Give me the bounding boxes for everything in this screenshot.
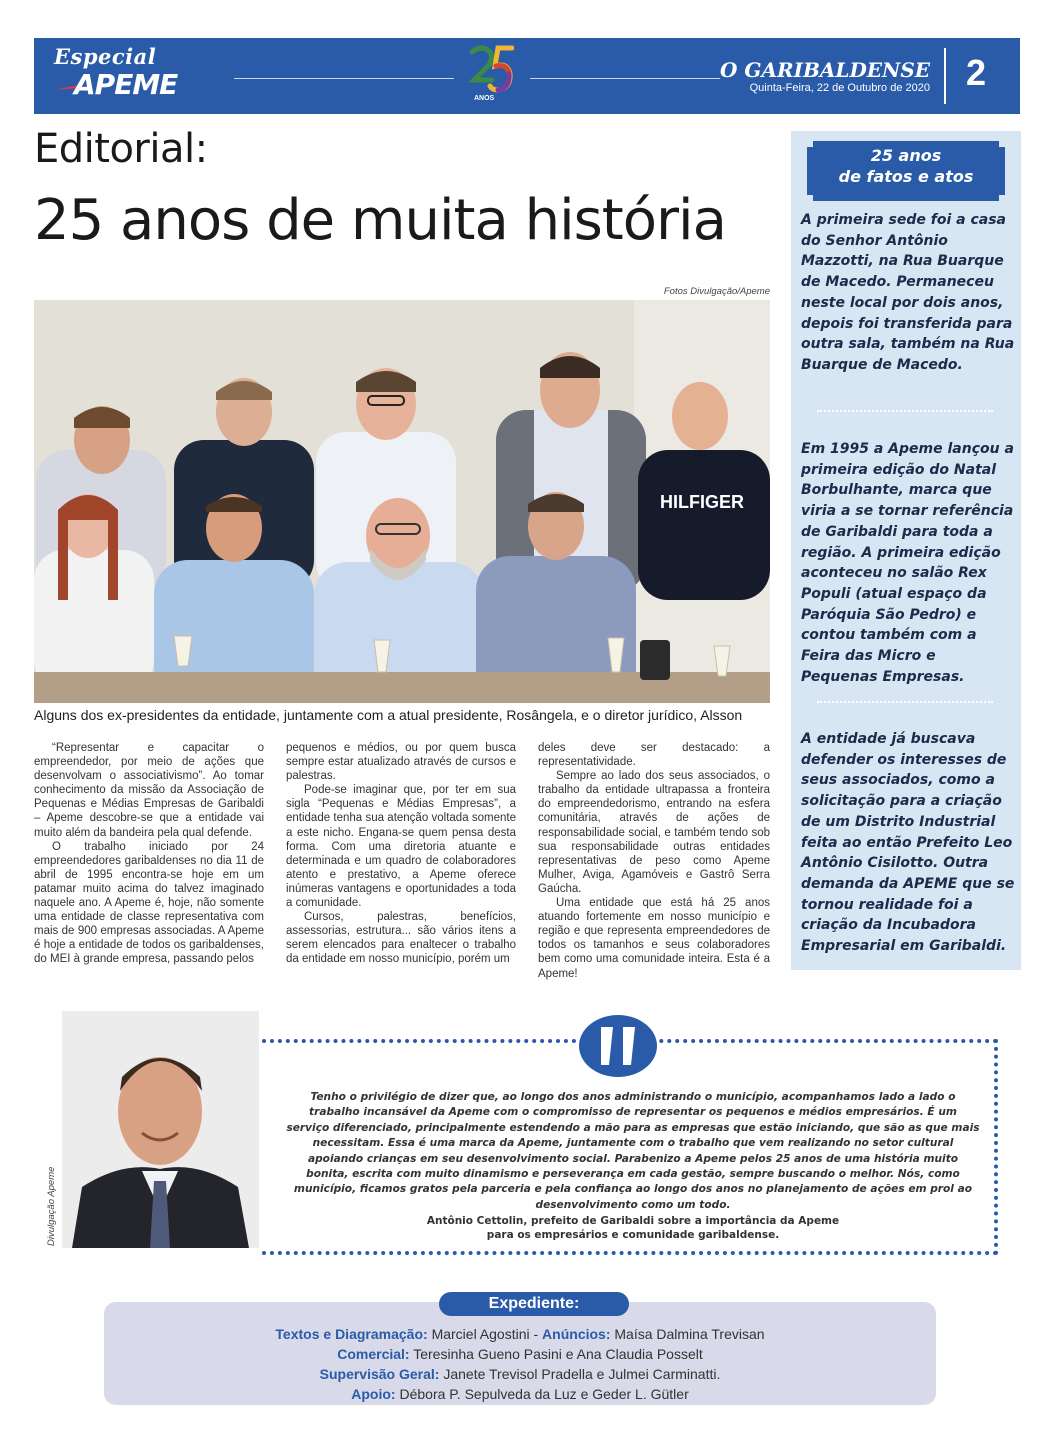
expediente-title: Expediente: (439, 1292, 629, 1316)
credit-line (104, 1384, 936, 1404)
paragraph: deles deve ser destacado: a representatividade. (538, 742, 770, 769)
article-headline: 25 anos de muita história (34, 188, 726, 253)
credit-label: Comercial: (337, 1346, 410, 1362)
sidebar-title-line1: 25 anos (870, 146, 942, 165)
paragraph: Pode-se imaginar que, por ter em sua sigla “Pequenas e Médias Empresas”, a entidade tenha sua atenção voltada somente a este nicho. Engana-se quem pensa desta forma. Com uma diretoria atuante e determinada e um quadro de colaboradores atento e prestativo, a Apeme oferece inúmeras vantagens e oportunidades a toda a comunidade. (286, 784, 516, 910)
page-header (34, 38, 1020, 114)
expediente-credits (104, 1324, 936, 1404)
article-kicker: Editorial: (34, 126, 208, 172)
credit-label: Supervisão Geral: (319, 1366, 440, 1382)
credit-value: Teresinha Gueno Pasini e Ana Claudia Posselt (413, 1346, 703, 1362)
header-divider (944, 48, 946, 104)
sidebar-fact: Em 1995 a Apeme lançou a primeira edição do Natal Borbulhante, marca que viria a se tornar referência de Garibaldi para toda a região. A primeira edição aconteceu no salão Rex Populi (atual espaço da Paróquia São Pedro) e contou também com a Feira das Micro e Pequenas Empresas. (801, 441, 1014, 685)
group-photo (34, 300, 770, 703)
logo-caption: ANOS (474, 95, 495, 102)
paragraph: pequenos e médios, ou por quem busca sempre estar atualizado através de cursos e palestras. (286, 742, 516, 783)
quote-attribution-line1: Antônio Cettolin, prefeito de Garibaldi sobre a importância da Apeme (426, 1215, 840, 1227)
credit-label: Textos e Diagramação: (275, 1326, 428, 1342)
sidebar-fact: A entidade já buscava defender os interesses de seus associados, como a solicitação para a criação de um Distrito Industrial feita ao então Prefeito Leo Antônio Cisilotto. Outra demanda da APEME que se tornou realidade foi a criação da Incubadora Empresarial em Garibaldi. (801, 731, 1015, 955)
paragraph: “Representar e capacitar o empreendedor, por meio de ações que desenvolvam o associativismo”. Ao tomar conhecimento da missão da Associação de Pequenas e Médias Empresas de Garibaldi – Apeme descobre-se que a entidade vai muito além da bandeira pela qual defende. (34, 742, 264, 839)
credit-line (104, 1344, 936, 1364)
photo-caption: Alguns dos ex-presidentes da entidade, juntamente com a atual presidente, Rosângela, e o diretor jurídico, Alsson (34, 707, 743, 723)
sidebar-title-line2: de fatos e atos (838, 167, 974, 186)
credit-value: Marciel Agostini - (431, 1326, 543, 1342)
mayor-portrait (62, 1011, 259, 1248)
header-rule-left (234, 78, 454, 79)
paragraph: Sempre ao lado dos seus associados, o trabalho da entidade ultrapassa a fronteira do empreendedorismo, entrando na esfera comunitária, através de ações de responsabilidade social, e também tendo sob sua responsabilidade outras entidades representativas de peso como Apeme Mulher, Aviga, Agamóveis e Gastrô Serra Gaúcha. (538, 770, 770, 895)
issue-date: Quinta-Feira, 22 de Outubro de 2020 (749, 82, 930, 94)
quote-attribution-line2: para os empresários e comunidade garibaldense. (486, 1229, 780, 1241)
pitcher (640, 640, 670, 680)
credit-value: Janete Trevisol Pradella e Julmei Carminatti. (443, 1366, 721, 1382)
sidebar-divider (817, 701, 993, 703)
paragraph: Uma entidade que está há 25 anos atuando fortemente em nosso município e região e que representa empreendedores de todos os tamanhos e seus colaboradores bem como uma comunidade inteira. Esta é a Apeme! (538, 897, 770, 980)
header-rule-right (530, 78, 720, 79)
sidebar-divider (817, 410, 993, 412)
paragraph: O trabalho iniciado por 24 empreendedores garibaldenses no dia 11 de abril de 1995 encontra-se hoje em um patamar muito acima do talvez imaginado naquele ano. A Apeme é, hoje, não somente uma entidade de classe representativa com mais de 900 empresas associadas. A Apeme é hoje a entidade de todos os garibaldenses, do MEI à grande empresa, passando pelos (34, 840, 264, 966)
mayor-quote: Tenho o privilégio de dizer que, ao longo dos anos administrando o município, acompanhamos lado a lado o trabalho incansável da Apeme com o compromisso de representar os pequenos e médios empresários. É um serviço diferenciado, principalmente estendendo a mão para as empresas que estão iniciando, que são as que mais necessitam. Essa é uma marca da Apeme, juntamente com o trabalho que vem realizando no setor cultural apoiando crianças em seu desenvolvimento social. Parabenizo a Apeme pelos 25 anos de uma história muito bonita, escrita com muito dinamismo e perseverança em cada gestão, sempre buscando o melhor. Nós, como município, ficamos gratos pela parceria e pela confiança ao longo dos anos no planejamento de ações em prol ao desenvolvimento como um todo. (286, 1091, 980, 1211)
sidebar-title (807, 145, 1005, 187)
facts-sidebar (791, 131, 1021, 970)
sidebar-fact: A primeira sede foi a casa do Senhor Antônio Mazzotti, na Rua Buarque de Macedo. Permaneceu neste local por dois anos, depois foi transferida para outra sala, também na Rua Buarque de Macedo. (801, 212, 1015, 373)
apeme-wordmark: APEME (74, 68, 178, 101)
credit-line (104, 1364, 936, 1384)
anniversary-25-logo (468, 44, 514, 106)
article-column-1 (34, 741, 264, 967)
paragraph: Cursos, palestras, benefícios, assessorias, estrutura... são vários itens a serem elencados para enaltecer o trabalho da entidade em nosso município, porém um (286, 911, 516, 966)
article-column-2 (286, 741, 516, 967)
credit-value: Débora P. Sepulveda da Luz e Geder L. Gütler (399, 1386, 689, 1402)
credit-label: Apoio: (351, 1386, 396, 1402)
group-photo-illustration (34, 300, 770, 703)
quote-attribution (286, 1214, 980, 1242)
photo-credit: Fotos Divulgação/Apeme (663, 286, 770, 297)
newspaper-name: O GARIBALDENSE (720, 58, 930, 82)
credit-line (104, 1324, 936, 1344)
shirt-print: HILFIGER (660, 492, 744, 512)
quotation-mark-icon (579, 1015, 657, 1077)
portrait-credit: Divulgação Apeme (46, 1166, 57, 1246)
mayor-portrait-illustration (62, 1011, 259, 1248)
credit-label: Anúncios: (542, 1326, 611, 1342)
article-column-3 (538, 741, 770, 981)
especial-label: Especial (54, 44, 157, 69)
credit-value: Maísa Dalmina Trevisan (614, 1326, 765, 1342)
page-number: 2 (966, 52, 987, 93)
